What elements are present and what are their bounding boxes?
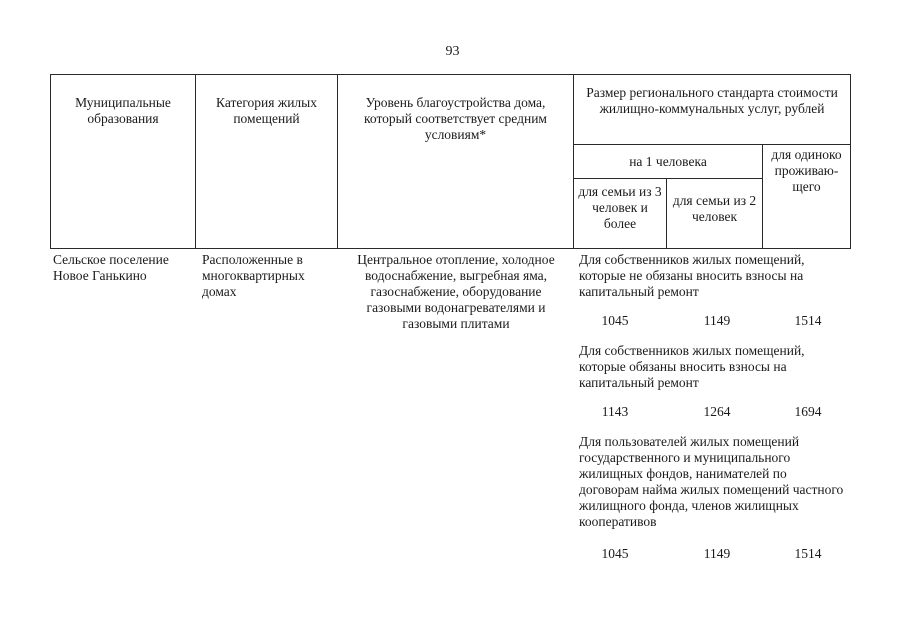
table-header: [50, 74, 851, 249]
values-row: [579, 404, 845, 420]
value-family-2: 1149: [703, 546, 731, 561]
header-municipality: Муниципальные образования: [51, 75, 196, 249]
cell-municipality: Сельское поселение Новое Ганькино: [53, 252, 169, 283]
value-single: 1514: [794, 546, 822, 561]
group-label: Для собственников жилых помещений, которые обязаны вносить взносы на капитальный ремонт: [579, 343, 805, 390]
cell-standard: [579, 252, 845, 576]
header-single: для одиноко проживаю-щего: [763, 145, 851, 249]
header-level: Уровень благоустройства дома, который соответствует средним условиям*: [338, 75, 574, 249]
group-label: Для собственников жилых помещений, которые не обязаны вносить взносы на капитальный ремонт: [579, 252, 805, 299]
value-family-3: 1045: [601, 546, 629, 561]
value-family-3: 1045: [601, 313, 629, 328]
header-category: Категория жилых помещений: [196, 75, 338, 249]
page-number: 93: [445, 44, 460, 59]
group-label: Для пользователей жилых помещений государственного и муниципального жилищных фондов, нанимателей по договорам найма жилых помещений частного жилищного фонда, членов жилищных кооперативов: [579, 434, 844, 529]
value-family-3: 1143: [601, 404, 629, 419]
values-row: [579, 313, 845, 329]
value-single: 1514: [794, 313, 822, 328]
cell-category: Расположенные в многоквартирных домах: [202, 252, 305, 299]
value-family-2: 1264: [703, 404, 731, 419]
value-family-2: 1149: [703, 313, 731, 328]
values-row: [579, 546, 845, 562]
header-standard: Размер регионального стандарта стоимости жилищно-коммунальных услуг, рублей: [574, 75, 851, 145]
cell-level: Центральное отопление, холодное водоснабжение, выгребная яма, газоснабжение, оборудование газовыми водонагревателями и газовыми плитами: [357, 252, 555, 331]
header-family-2: для семьи из 2 человек: [667, 179, 763, 249]
header-family-3: для семьи из 3 человек и более: [574, 179, 667, 249]
header-per-person: на 1 человека: [574, 145, 763, 179]
value-single: 1694: [794, 404, 822, 419]
